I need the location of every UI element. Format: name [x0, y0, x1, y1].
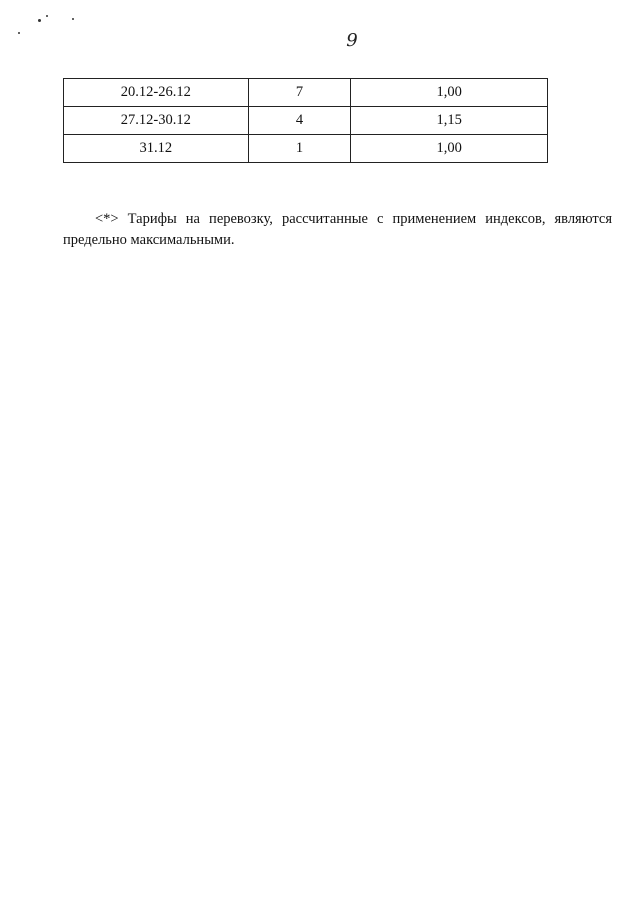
table-row	[64, 135, 548, 163]
index-cell: 1,00	[351, 135, 548, 163]
page-number: 9	[346, 30, 358, 51]
days-cell: 4	[248, 107, 351, 135]
period-cell: 31.12	[64, 135, 249, 163]
period-cell: 27.12-30.12	[64, 107, 249, 135]
table-row	[64, 79, 548, 107]
scan-speck	[18, 32, 20, 34]
scan-speck	[72, 18, 74, 20]
footnote-text: <*> Тарифы на перевозку, рассчитанные с применением индексов, являются предельно максимальными.	[63, 210, 612, 248]
tariff-index-table	[63, 78, 548, 163]
scan-speck	[46, 15, 48, 17]
index-cell: 1,00	[351, 79, 548, 107]
period-cell: 20.12-26.12	[64, 79, 249, 107]
scan-speck	[38, 19, 41, 22]
days-cell: 7	[248, 79, 351, 107]
days-cell: 1	[248, 135, 351, 163]
index-cell: 1,15	[351, 107, 548, 135]
table-row	[64, 107, 548, 135]
